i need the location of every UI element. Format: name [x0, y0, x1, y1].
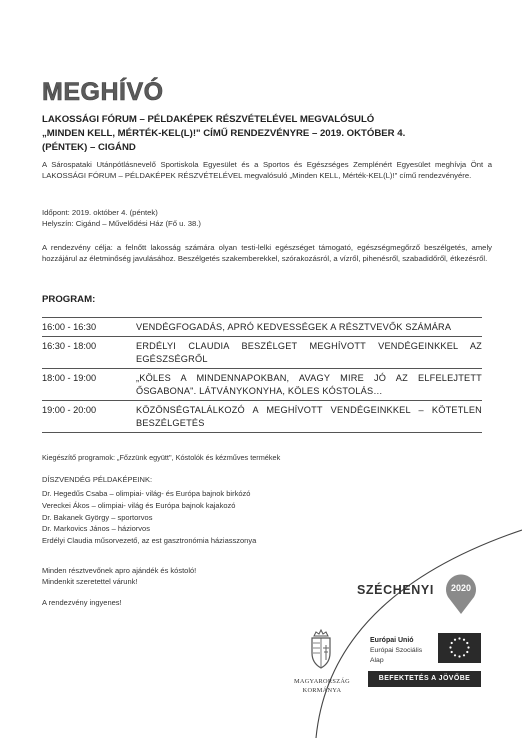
- government-logo-line: MAGYARORSZÁG: [293, 678, 351, 685]
- list-item: Dr. Hegedűs Csaba – olimpiai- világ- és Európa bajnok birkózó: [42, 489, 251, 498]
- program-time: 19:00 - 20:00: [42, 401, 136, 433]
- table-row: [42, 337, 482, 369]
- free-entry-note: A rendezvény ingyenes!: [42, 598, 122, 607]
- subtitle-line: (PÉNTEK) – CIGÁND: [42, 142, 136, 153]
- table-row: [42, 369, 482, 401]
- szechenyi-year: 2020: [450, 583, 472, 593]
- intro-paragraph: A Sárospataki Utánpótlásnevelő Sportiskola Egyesület és a Sportos és Egészséges Zemplénért Egyesület meghívja Önt a LAKOSSÁGI FÓRUM – PÉLDAKÉPEK RÉSZVÉTELÉVEL megvalósuló „Minden KELL, Mérték-KEL(L)!" című rendezvényére.: [42, 160, 492, 180]
- szechenyi-2020-icon: [444, 573, 478, 615]
- list-item: Vereckei Ákos – olimpiai- világ és Európa bajnok kajakozó: [42, 500, 236, 510]
- szechenyi-logo-text: SZÉCHENYI: [357, 583, 434, 597]
- program-time: 18:00 - 19:00: [42, 369, 136, 401]
- list-item: Erdélyi Claudia műsorvezető, az est gasztronómia háziasszonya: [42, 536, 257, 546]
- subtitle-line: LAKOSSÁGI FÓRUM – PÉLDAKÉPEK RÉSZVÉTELÉVEL MEGVALÓSULÓ: [42, 114, 375, 125]
- event-subtitle: [42, 113, 492, 155]
- goal-paragraph: A rendezvény célja: a felnőtt lakosság számára olyan testi-lelki egészséget támogató, egészségmegőrző beszélgetés, amely hozzájárul az életminőség javulásához. Beszélgetés szakemberekkel, szórakozásról, a vízről, pihenésről, szabadidőről, étkezésről.: [42, 243, 492, 263]
- eu-fund-label: Alap: [370, 657, 384, 664]
- extra-programs: Kiegészítő programok: „Főzzünk együtt", Kóstolók és kézműves termékek: [42, 453, 281, 462]
- program-description: „KÖLES A MINDENNAPOKBAN, AVAGY MIRE JÓ AZ ELFELEJTETT ŐSGABONA". LÁTVÁNYKONYHA, KÖLES KÓSTOLÁS…: [136, 369, 482, 401]
- list-item: Dr. Markovics János – háziorvos: [42, 524, 150, 534]
- page-title: MEGHÍVÓ: [42, 78, 164, 106]
- government-logo-line: KORMÁNYA: [302, 687, 342, 694]
- venue-line: Helyszín: Cigánd – Művelődési Ház (Fő u. 38.): [42, 219, 201, 228]
- guests-title: DÍSZVENDÉG PÉLDAKÉPEINK:: [42, 475, 153, 484]
- eu-fund-label: Európai Szociális: [370, 647, 423, 654]
- event-details: [42, 207, 492, 229]
- program-time: 16:30 - 18:00: [42, 337, 136, 369]
- program-table: [42, 317, 482, 433]
- closing-line: Minden résztvevőnek apro ajándék és kóstoló!: [42, 566, 197, 575]
- subtitle-line: „MINDEN KELL, MÉRTÉK-KEL(L)!" CÍMŰ RENDEZVÉNYRE – 2019. OKTÓBER 4.: [42, 128, 406, 139]
- coat-of-arms-icon: [304, 627, 338, 671]
- eu-flag-icon: [438, 633, 481, 663]
- table-row: [42, 401, 482, 433]
- program-description: VENDÉGFOGADÁS, APRÓ KEDVESSÉGEK A RÉSZTVEVŐK SZÁMÁRA: [136, 318, 482, 337]
- program-description: KÖZÖNSÉGTALÁLKOZÓ A MEGHÍVOTT VENDÉGEINKKEL – KÖTETLEN BESZÉLGETÉS: [136, 401, 482, 433]
- guests-list: [42, 488, 256, 547]
- slogan-banner: BEFEKTETÉS A JÖVŐBE: [368, 671, 481, 687]
- eu-label: Európai Unió: [370, 637, 414, 644]
- list-item: Dr. Bakanek György – sportorvos: [42, 512, 153, 522]
- closing-line: Mindenkit szeretettel várunk!: [42, 577, 138, 586]
- date-line: Időpont: 2019. október 4. (péntek): [42, 208, 158, 217]
- program-time: 16:00 - 16:30: [42, 318, 136, 337]
- closing-text: [42, 565, 196, 587]
- program-description: ERDÉLYI CLAUDIA BESZÉLGET MEGHÍVOTT VENDÉGEINKKEL AZ EGÉSZSÉGRŐL: [136, 337, 482, 369]
- program-label: PROGRAM:: [42, 294, 96, 305]
- table-row: [42, 318, 482, 337]
